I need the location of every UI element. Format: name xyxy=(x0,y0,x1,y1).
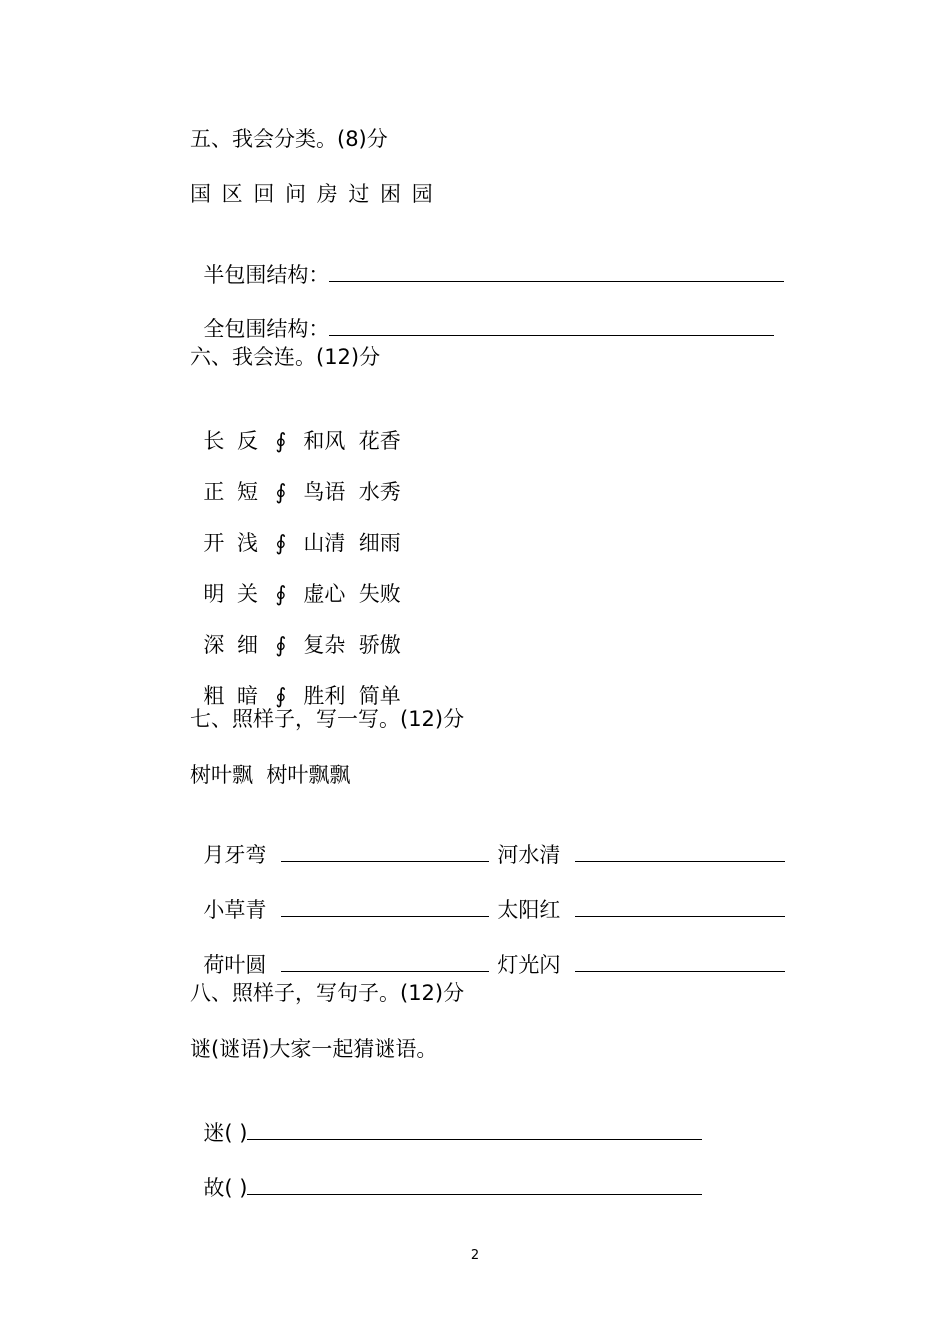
rewrite-answer-left-blank[interactable] xyxy=(281,896,489,917)
rewrite-answer-left-blank[interactable] xyxy=(281,951,489,972)
rewrite-answer-right-blank[interactable] xyxy=(575,951,785,972)
section5-characters: 国 区 回 问 房 过 困 园 xyxy=(190,182,433,206)
rewrite-prompt-left: 荷叶圆 xyxy=(203,953,267,977)
section7-example: 树叶飘 树叶飘飘 xyxy=(190,763,351,787)
match-symbol: ∮ xyxy=(275,480,287,504)
full-enclosure-answer-blank[interactable] xyxy=(329,315,774,336)
match-row xyxy=(190,603,401,659)
half-enclosure-answer-blank[interactable] xyxy=(329,261,784,282)
sentence-answer-blank[interactable] xyxy=(247,1174,702,1195)
rewrite-prompt-left: 月牙弯 xyxy=(203,843,267,867)
rewrite-prompt-right: 太阳红 xyxy=(497,898,561,922)
half-enclosure-label: 半包围结构： xyxy=(203,263,330,287)
match-row xyxy=(190,450,401,506)
match-row xyxy=(190,501,401,557)
rewrite-row xyxy=(190,813,785,869)
section8-title: 八、照样子，写句子。(12)分 xyxy=(190,981,465,1005)
sentence-prompt: 故( ) xyxy=(203,1176,248,1200)
match-right-words: 和风 花香 xyxy=(303,429,401,453)
match-right-words: 胜利 简单 xyxy=(303,684,401,708)
match-row xyxy=(190,399,401,455)
match-left-words: 长 反 xyxy=(203,429,259,453)
half-enclosure-row xyxy=(190,233,784,289)
match-left-words: 深 细 xyxy=(203,633,259,657)
section5-title: 五、我会分类。(8)分 xyxy=(190,127,388,151)
match-right-words: 鸟语 水秀 xyxy=(303,480,401,504)
match-symbol: ∮ xyxy=(275,633,287,657)
rewrite-answer-left-blank[interactable] xyxy=(281,841,489,862)
rewrite-answer-right-blank[interactable] xyxy=(575,896,785,917)
full-enclosure-row xyxy=(190,287,774,343)
match-left-words: 明 关 xyxy=(203,582,259,606)
match-row xyxy=(190,654,401,710)
sentence-row xyxy=(190,1091,702,1147)
match-symbol: ∮ xyxy=(275,582,287,606)
match-symbol: ∮ xyxy=(275,429,287,453)
rewrite-prompt-right: 灯光闪 xyxy=(497,953,561,977)
match-left-words: 正 短 xyxy=(203,480,259,504)
match-symbol: ∮ xyxy=(275,684,287,708)
sentence-answer-blank[interactable] xyxy=(247,1119,702,1140)
section6-title: 六、我会连。(12)分 xyxy=(190,345,381,369)
rewrite-answer-right-blank[interactable] xyxy=(575,841,785,862)
match-right-words: 山清 细雨 xyxy=(303,531,401,555)
match-right-words: 复杂 骄傲 xyxy=(303,633,401,657)
sentence-row xyxy=(190,1146,702,1202)
match-right-words: 虚心 失败 xyxy=(303,582,401,606)
rewrite-row xyxy=(190,923,785,979)
match-row xyxy=(190,552,401,608)
full-enclosure-label: 全包围结构： xyxy=(203,317,330,341)
page-number: 2 xyxy=(470,1248,480,1263)
match-symbol: ∮ xyxy=(275,531,287,555)
match-left-words: 粗 暗 xyxy=(203,684,259,708)
rewrite-prompt-left: 小草青 xyxy=(203,898,267,922)
match-left-words: 开 浅 xyxy=(203,531,259,555)
rewrite-prompt-right: 河水清 xyxy=(497,843,561,867)
sentence-prompt: 迷( ) xyxy=(203,1121,248,1145)
section8-example: 谜(谜语)大家一起猜谜语。 xyxy=(190,1037,438,1061)
section7-title: 七、照样子，写一写。(12)分 xyxy=(190,707,465,731)
rewrite-row xyxy=(190,868,785,924)
